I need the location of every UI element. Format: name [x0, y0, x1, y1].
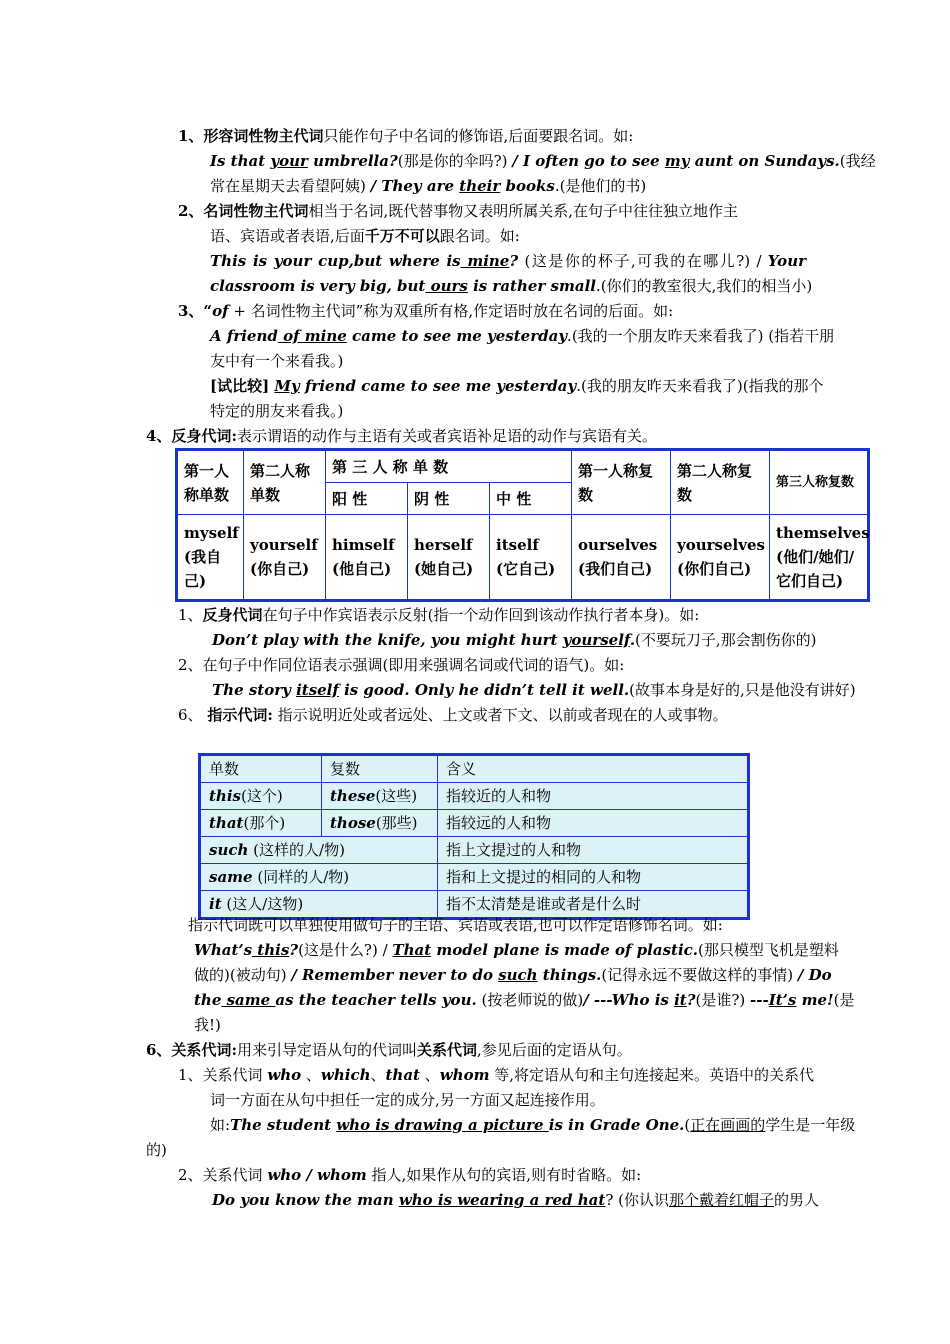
header-neuter: 中 性 — [490, 483, 572, 515]
s6-example2: Do you know the man who is wearing a red hat? (你认识那个戴着红帽子的男人 — [212, 1191, 820, 1209]
s3-example-line1: A friend of mine came to see me yesterday.(我的一个朋友昨天来看我了) (指若干朋 — [210, 327, 835, 345]
s4-heading: 4、反身代词:表示谓语的动作与主语有关或者宾语补足语的动作与宾语有关。 — [146, 427, 657, 445]
header-first-plural: 第一人称复数 — [572, 450, 671, 515]
s2-line2: 语、宾语或者表语,后面千万不可以跟名词。如: — [210, 227, 520, 245]
header-feminine: 阴 性 — [408, 483, 490, 515]
demo-note-line5: 我!) — [194, 1016, 221, 1034]
demo-note-line4: the same as the teacher tells you. (按老师说的做)/ ---Who is it?(是谁?) ---It’s me!(是 — [194, 991, 855, 1009]
s6-heading: 6、关系代词:用来引导定语从句的代词叫关系代词,参见后面的定语从句。 — [146, 1041, 632, 1059]
table-row: that(那个) those(那些) 指较远的人和物 — [200, 810, 749, 837]
header-second-plural: 第二人称复数 — [671, 450, 770, 515]
s3-line1: 3、“of + 名词性物主代词”称为双重所有格,作定语时放在名词的后面。如: — [178, 302, 674, 320]
cell-yourselves: yourselves (你们自己) — [671, 515, 770, 601]
table-row: it (这人/这物) 指不太清楚是谁或者是什么时 — [200, 891, 749, 919]
s4-point1-example: Don’t play with the knife, you might hurt yourself.(不要玩刀子,那会割伤你的) — [212, 631, 817, 649]
cell-himself: himself (他自己) — [326, 515, 408, 601]
cell-yourself: yourself (你自己) — [244, 515, 326, 601]
demo-note-line1: 指示代词既可以单独使用做句子的主语、宾语或表语,也可以作定语修饰名词。如: — [188, 916, 723, 934]
s3-example-line2: 友中有一个来看我。) — [210, 352, 344, 370]
s2-line1: 2、名词性物主代词相当于名词,既代替事物又表明所属关系,在句子中往往独立地作主 — [178, 202, 738, 220]
s2-example-line1: This is your cup,but where is mine? (这是你的杯子,可我的在哪儿?) / Your — [210, 252, 806, 270]
s1-example-line2: 常在星期天去看望阿姨) / They are their books.(是他们的书) — [210, 177, 647, 195]
s6-example1-line2: 的) — [146, 1141, 167, 1159]
s6-example1: 如:The student who is drawing a picture is in Grade One.(正在画画的学生是一年级 — [210, 1116, 856, 1134]
reflexive-pronoun-table — [175, 448, 870, 602]
demo-note-line3: 做的)(被动句) / Remember never to do such things.(记得永远不要做这样的事情) / Do — [194, 966, 832, 984]
cell-myself: myself (我自己) — [177, 515, 244, 601]
cell-itself: itself (它自己) — [490, 515, 572, 601]
demonstrative-pronoun-table — [198, 753, 750, 920]
s6-point2: 2、关系代词 who / whom 指人,如果作从句的宾语,则有时省略。如: — [178, 1166, 642, 1184]
s1-line1: 1、形容词性物主代词只能作句子中名词的修饰语,后面要跟名词。如: — [178, 127, 634, 145]
header-third-singular: 第 三 人 称 单 数 — [326, 450, 572, 483]
header-masculine: 阳 性 — [326, 483, 408, 515]
header-second-singular: 第二人称单数 — [244, 450, 326, 515]
s4-point2-example: The story itself is good. Only he didn’t tell it well.(故事本身是好的,只是他没有讲好) — [212, 681, 856, 699]
s2-example-line2: classroom is very big, but ours is rather small.(你们的教室很大,我们的相当小) — [210, 277, 813, 295]
header-first-singular: 第一人称单数 — [177, 450, 244, 515]
s6-point1-line2: 词一方面在从句中担任一定的成分,另一方面又起连接作用。 — [210, 1091, 605, 1109]
demo-note-line2: What’s this?(这是什么?) / That model plane is made of plastic.(那只模型飞机是塑料 — [194, 941, 839, 959]
s4-point2: 2、在句子中作同位语表示强调(即用来强调名词或代词的语气)。如: — [178, 656, 625, 674]
s6-point1-line1: 1、关系代词 who 、which、that 、whom 等,将定语从句和主句连接起来。英语中的关系代 — [178, 1066, 815, 1084]
table-row: same (同样的人/物) 指和上文提过的相同的人和物 — [200, 864, 749, 891]
s3-compare-line2: 特定的朋友来看我。) — [210, 402, 344, 420]
cell-ourselves: ourselves (我们自己) — [572, 515, 671, 601]
header-plural: 复数 — [322, 755, 438, 783]
cell-themselves: themselves (他们/她们/它们自己) — [770, 515, 869, 601]
header-third-plural: 第三人称复数 — [770, 450, 869, 515]
s1-example-line1: Is that your umbrella?(那是你的伞吗?) / I often go to see my aunt on Sundays.(我经 — [210, 152, 876, 170]
s4-point1: 1、反身代词在句子中作宾语表示反射(指一个动作回到该动作执行者本身)。如: — [178, 606, 700, 624]
header-singular: 单数 — [200, 755, 322, 783]
table-row: such (这样的人/物) 指上文提过的人和物 — [200, 837, 749, 864]
s3-compare-line1: [试比较] My friend came to see me yesterday.(我的朋友昨天来看我了)(指我的那个 — [210, 377, 824, 395]
header-meaning: 含义 — [438, 755, 749, 783]
cell-herself: herself (她自己) — [408, 515, 490, 601]
table-row: this(这个) these(这些) 指较近的人和物 — [200, 783, 749, 810]
demonstrative-heading: 6、 指示代词: 指示说明近处或者远处、上文或者下文、以前或者现在的人或事物。 — [178, 706, 728, 724]
